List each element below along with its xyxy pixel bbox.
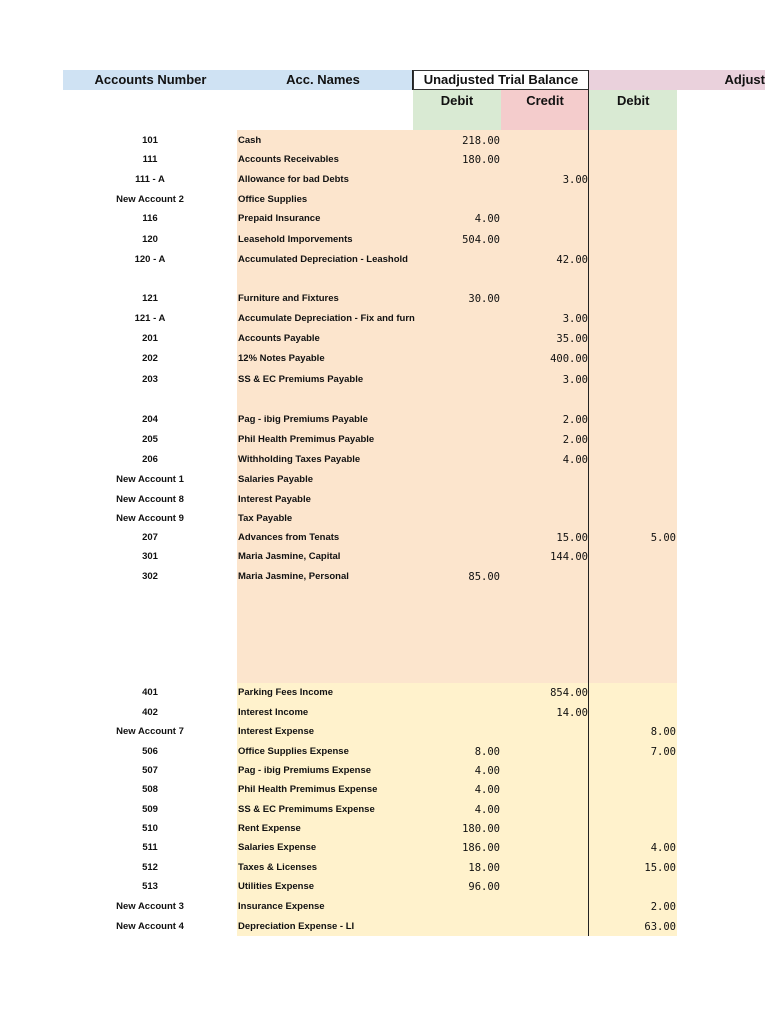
account-number: New Account 7 — [116, 726, 184, 737]
account-name: SS & EC Premimums Expense — [238, 804, 375, 815]
account-number: 121 - A — [134, 313, 166, 324]
unadjusted-debit-value: 186.00 — [462, 842, 500, 854]
account-number: 506 — [142, 746, 158, 757]
unadjusted-credit-value: 35.00 — [556, 333, 588, 345]
account-name: Phil Health Premimus Payable — [238, 434, 375, 445]
account-number: 205 — [142, 434, 158, 445]
subheader-adjust-debit: Debit — [617, 93, 650, 108]
unadjusted-debit-value: 180.00 — [462, 823, 500, 835]
account-number: 120 - A — [134, 254, 166, 265]
unadjusted-credit-value: 14.00 — [556, 707, 588, 719]
account-number: New Account 3 — [116, 901, 184, 912]
account-name: SS & EC Premiums Payable — [238, 374, 364, 385]
account-name: Tax Payable — [238, 513, 293, 524]
account-number: 511 — [142, 842, 158, 853]
unadjusted-debit-value: 218.00 — [462, 135, 500, 147]
account-name: Interest Expense — [238, 726, 315, 737]
column-divider-unadjusted-right — [588, 70, 589, 936]
unadjusted-debit-value: 4.00 — [474, 213, 500, 225]
account-name: Maria Jasmine, Personal — [238, 571, 349, 582]
account-number: New Account 8 — [116, 494, 184, 505]
account-name: Accounts Receivables — [238, 154, 339, 165]
account-name: Salaries Expense — [238, 842, 317, 853]
account-name: Phil Health Premimus Expense — [238, 784, 378, 795]
account-number: 509 — [142, 804, 158, 815]
unadjusted-credit-value: 4.00 — [562, 454, 588, 466]
account-number: 120 — [142, 234, 158, 245]
account-name: Advances from Tenats — [238, 532, 340, 543]
unadjusted-credit-value: 15.00 — [556, 532, 588, 544]
account-name: Cash — [238, 135, 262, 146]
account-name: Parking Fees Income — [238, 687, 334, 698]
account-number: New Account 1 — [116, 474, 184, 485]
unadjusted-debit-value: 180.00 — [462, 154, 500, 166]
group-header-unadjusted-trial-balance: Unadjusted Trial Balance — [423, 72, 579, 87]
account-number: 206 — [142, 454, 158, 465]
account-name: Utilities Expense — [238, 881, 315, 892]
adjustment-debit-value: 4.00 — [650, 842, 676, 854]
account-name: Accumulated Depreciation - Leashold — [238, 254, 408, 265]
unadjusted-debit-value: 504.00 — [462, 234, 500, 246]
account-number: 207 — [142, 532, 158, 543]
unadjusted-debit-value: 30.00 — [468, 293, 500, 305]
account-number: 402 — [142, 707, 158, 718]
unadjusted-debit-value: 18.00 — [468, 862, 500, 874]
unadjusted-debit-value: 4.00 — [474, 765, 500, 777]
account-number: 401 — [142, 687, 158, 698]
account-number: 508 — [142, 784, 158, 795]
col-header-acc-names: Acc. Names — [286, 72, 360, 87]
account-name: Allowance for bad Debts — [238, 174, 349, 185]
account-number: 513 — [142, 881, 158, 892]
account-number: New Account 4 — [116, 921, 184, 932]
account-name: 12% Notes Payable — [238, 353, 325, 364]
account-name: Leasehold Imporvements — [238, 234, 353, 245]
unadjusted-credit-value: 854.00 — [550, 687, 588, 699]
account-name: Withholding Taxes Payable — [238, 454, 361, 465]
unadjusted-credit-value: 144.00 — [550, 551, 588, 563]
col-header-accounts-number: Accounts Number — [94, 72, 207, 87]
account-number: 101 — [142, 135, 158, 146]
unadjusted-debit-value: 4.00 — [474, 784, 500, 796]
account-name: Accounts Payable — [238, 333, 320, 344]
account-number: 201 — [142, 333, 158, 344]
unadjusted-credit-value: 2.00 — [562, 434, 588, 446]
adjustment-debit-value: 5.00 — [650, 532, 676, 544]
unadjusted-debit-value: 4.00 — [474, 804, 500, 816]
unadjusted-credit-value: 3.00 — [562, 374, 588, 386]
group-header-adjust: Adjust — [724, 72, 765, 87]
account-number: New Account 9 — [116, 513, 184, 524]
account-number: 203 — [142, 374, 158, 385]
account-name: Salaries Payable — [238, 474, 313, 485]
unadjusted-credit-value: 2.00 — [562, 414, 588, 426]
account-number: 116 — [142, 213, 158, 224]
unadjusted-credit-value: 3.00 — [562, 174, 588, 186]
account-number: 301 — [142, 551, 158, 562]
account-number: 202 — [142, 353, 158, 364]
account-number: 111 — [142, 154, 158, 165]
unadjusted-debit-value: 85.00 — [468, 571, 500, 583]
account-name: Maria Jasmine, Capital — [238, 551, 341, 562]
account-number: 510 — [142, 823, 158, 834]
unadjusted-debit-value: 8.00 — [474, 746, 500, 758]
adjustment-debit-value: 63.00 — [644, 921, 676, 933]
adjustment-debit-value: 2.00 — [650, 901, 676, 913]
account-name: Pag - ibig Premiums Expense — [238, 765, 372, 776]
unadjusted-debit-value: 96.00 — [468, 881, 500, 893]
account-name: Prepaid Insurance — [238, 213, 321, 224]
column-divider-unadjusted-left — [412, 70, 413, 90]
account-number: New Account 2 — [116, 194, 184, 205]
account-number: 507 — [142, 765, 158, 776]
unadjusted-credit-value: 400.00 — [550, 353, 588, 365]
account-name: Furniture and Fixtures — [238, 293, 339, 304]
account-name: Taxes & Licenses — [238, 862, 318, 873]
account-number: 302 — [142, 571, 158, 582]
unadjusted-credit-value: 42.00 — [556, 254, 588, 266]
account-name: Rent Expense — [238, 823, 301, 834]
adjustment-debit-value: 7.00 — [650, 746, 676, 758]
account-name: Office Supplies — [238, 194, 308, 205]
subheader-unadjusted-debit: Debit — [440, 93, 474, 108]
account-number: 204 — [142, 414, 158, 425]
unadjusted-credit-value: 3.00 — [562, 313, 588, 325]
account-number: 111 - A — [135, 174, 165, 185]
account-number: 121 — [142, 293, 158, 304]
adjustment-debit-value: 15.00 — [644, 862, 676, 874]
account-name: Accumulate Depreciation - Fix and furn — [238, 313, 415, 324]
account-name: Office Supplies Expense — [238, 746, 349, 757]
account-name: Depreciation Expense - LI — [238, 921, 355, 932]
account-number: 512 — [142, 862, 158, 873]
account-name: Insurance Expense — [238, 901, 325, 912]
subheader-unadjusted-credit: Credit — [526, 93, 564, 108]
account-name: Pag - ibig Premiums Payable — [238, 414, 368, 425]
account-name: Interest Payable — [238, 494, 311, 505]
account-name: Interest Income — [238, 707, 309, 718]
adjustment-debit-value: 8.00 — [650, 726, 676, 738]
